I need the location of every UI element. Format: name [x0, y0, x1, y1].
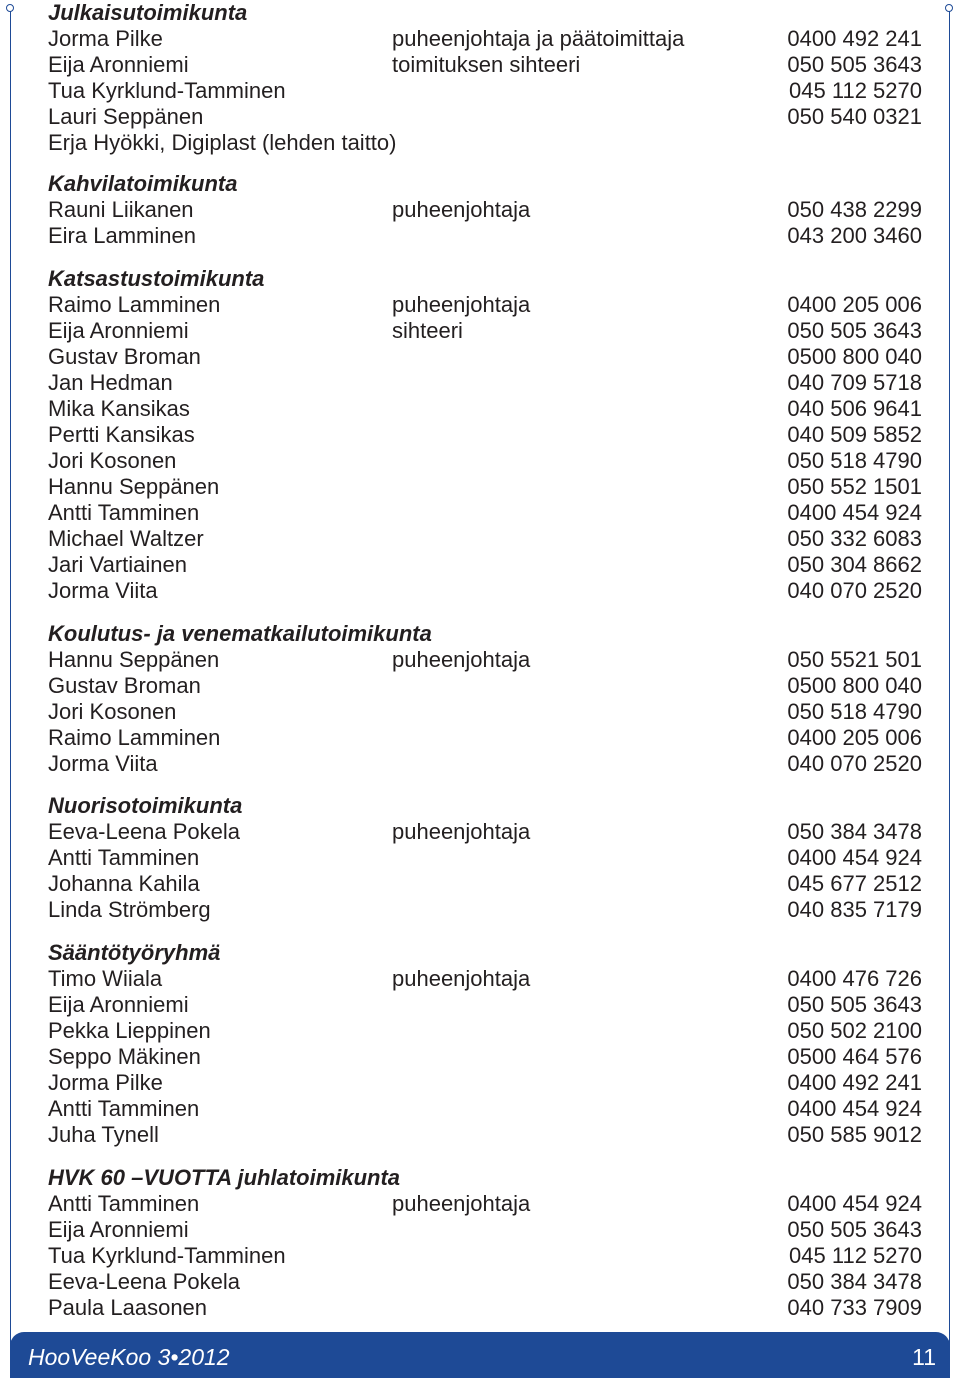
member-row — [48, 474, 922, 500]
member-name: Pertti Kansikas — [48, 422, 195, 447]
member-role: puheenjohtaja — [392, 197, 531, 222]
footer-publication: HooVeeKoo 3•2012 — [28, 1344, 230, 1370]
member-phone: 050 502 2100 — [787, 1018, 922, 1043]
member-row — [48, 673, 922, 699]
member-row — [48, 130, 922, 156]
member-row — [48, 1217, 922, 1243]
member-row — [48, 422, 922, 448]
member-row — [48, 52, 922, 78]
member-row — [48, 526, 922, 552]
member-name: Raimo Lamminen — [48, 725, 221, 750]
member-role: puheenjohtaja — [392, 819, 531, 844]
member-name: Eija Aronniemi — [48, 318, 189, 343]
member-name: Jan Hedman — [48, 370, 173, 395]
member-role: sihteeri — [392, 318, 463, 343]
member-phone: 0400 454 924 — [787, 1191, 922, 1216]
member-name: Rauni Liikanen — [48, 197, 194, 222]
member-name: Jorma Viita — [48, 578, 158, 603]
member-phone: 050 304 8662 — [787, 552, 922, 577]
member-row — [48, 1122, 922, 1148]
member-row — [48, 292, 922, 318]
member-name: Eija Aronniemi — [48, 1217, 189, 1242]
member-phone: 043 200 3460 — [787, 223, 922, 248]
frame-corner-dot-left — [6, 4, 14, 12]
member-phone: 050 505 3643 — [787, 1217, 922, 1242]
committee-heading: Katsastustoimikunta — [48, 266, 265, 291]
member-role: puheenjohtaja ja päätoimittaja — [392, 26, 685, 51]
member-name: Juha Tynell — [48, 1122, 159, 1147]
member-name: Jorma Viita — [48, 751, 158, 776]
member-name: Jori Kosonen — [48, 699, 177, 724]
member-phone: 050 540 0321 — [787, 104, 922, 129]
member-name: Seppo Mäkinen — [48, 1044, 201, 1069]
committee-heading: Koulutus- ja venematkailutoimikunta — [48, 621, 432, 646]
member-phone: 040 733 7909 — [787, 1295, 922, 1320]
member-phone: 0400 492 241 — [787, 1070, 922, 1095]
member-role: puheenjohtaja — [392, 1191, 531, 1216]
member-row — [48, 197, 922, 223]
member-row — [48, 396, 922, 422]
member-row — [48, 1243, 922, 1269]
page-frame-right-line — [949, 10, 950, 1360]
member-phone: 0500 464 576 — [787, 1044, 922, 1069]
page-frame-left-line — [10, 10, 11, 1360]
member-phone: 050 505 3643 — [787, 992, 922, 1017]
member-name: Eeva-Leena Pokela — [48, 819, 241, 844]
member-row — [48, 223, 922, 249]
member-phone: 0400 454 924 — [787, 500, 922, 525]
member-phone: 050 438 2299 — [787, 197, 922, 222]
member-name: Jari Vartiainen — [48, 552, 187, 577]
member-name: Lauri Seppänen — [48, 104, 204, 129]
member-name: Antti Tamminen — [48, 845, 200, 870]
member-row — [48, 1018, 922, 1044]
member-name: Eija Aronniemi — [48, 52, 189, 77]
member-row — [48, 966, 922, 992]
committee-heading: Julkaisutoimikunta — [48, 0, 248, 25]
member-phone: 040 509 5852 — [787, 422, 922, 447]
member-phone: 0500 800 040 — [787, 673, 922, 698]
committee-heading: Sääntötyöryhmä — [48, 940, 221, 965]
member-row — [48, 318, 922, 344]
member-name: Jorma Pilke — [48, 26, 163, 51]
member-name: Tua Kyrklund-Tamminen — [48, 1243, 286, 1268]
member-name: Gustav Broman — [48, 344, 201, 369]
member-phone: 045 677 2512 — [787, 871, 922, 896]
member-row — [48, 26, 922, 52]
member-name: Hannu Seppänen — [48, 647, 220, 672]
member-row — [48, 819, 922, 845]
member-phone: 050 585 9012 — [787, 1122, 922, 1147]
member-row — [48, 845, 922, 871]
member-role: puheenjohtaja — [392, 292, 531, 317]
member-phone: 050 518 4790 — [787, 448, 922, 473]
member-phone: 0400 205 006 — [787, 725, 922, 750]
committee-heading: HVK 60 –VUOTTA juhlatoimikunta — [48, 1165, 401, 1190]
member-phone: 0400 454 924 — [787, 845, 922, 870]
member-name: Tua Kyrklund-Tamminen — [48, 78, 286, 103]
member-name: Johanna Kahila — [48, 871, 200, 896]
member-row — [48, 500, 922, 526]
member-name: Jorma Pilke — [48, 1070, 163, 1095]
member-phone: 050 552 1501 — [787, 474, 922, 499]
member-name: Antti Tamminen — [48, 500, 200, 525]
footer-page-number: 11 — [912, 1344, 936, 1370]
member-name: Gustav Broman — [48, 673, 201, 698]
member-name: Eija Aronniemi — [48, 992, 189, 1017]
member-name: Antti Tamminen — [48, 1191, 200, 1216]
member-phone: 050 5521 501 — [787, 647, 922, 672]
member-row — [48, 344, 922, 370]
member-row — [48, 552, 922, 578]
committee-heading: Kahvilatoimikunta — [48, 171, 238, 196]
member-name: Linda Strömberg — [48, 897, 211, 922]
member-phone: 0400 476 726 — [787, 966, 922, 991]
member-row — [48, 1269, 922, 1295]
member-row — [48, 871, 922, 897]
member-row — [48, 78, 922, 104]
member-phone: 050 384 3478 — [787, 819, 922, 844]
member-row — [48, 1191, 922, 1217]
member-phone: 0400 205 006 — [787, 292, 922, 317]
member-phone: 040 709 5718 — [787, 370, 922, 395]
member-phone: 050 518 4790 — [787, 699, 922, 724]
member-name: Paula Laasonen — [48, 1295, 208, 1320]
member-phone: 040 506 9641 — [787, 396, 922, 421]
member-name: Antti Tamminen — [48, 1096, 200, 1121]
member-row — [48, 104, 922, 130]
member-name: Michael Waltzer — [48, 526, 204, 551]
member-row — [48, 751, 922, 777]
member-name: Raimo Lamminen — [48, 292, 221, 317]
member-phone: 0400 454 924 — [787, 1096, 922, 1121]
member-row — [48, 448, 922, 474]
member-role: toimituksen sihteeri — [392, 52, 581, 77]
member-name: Pekka Lieppinen — [48, 1018, 211, 1043]
member-row — [48, 897, 922, 923]
member-row — [48, 992, 922, 1018]
member-name: Timo Wiiala — [48, 966, 163, 991]
member-row — [48, 725, 922, 751]
member-phone: 040 835 7179 — [787, 897, 922, 922]
member-name: Mika Kansikas — [48, 396, 190, 421]
member-phone: 050 505 3643 — [787, 52, 922, 77]
member-phone: 040 070 2520 — [787, 578, 922, 603]
member-phone: 050 332 6083 — [787, 526, 922, 551]
member-name: Eira Lamminen — [48, 223, 196, 248]
frame-corner-dot-right — [945, 4, 953, 12]
member-row — [48, 1295, 922, 1321]
member-name: Erja Hyökki, Digiplast (lehden taitto) — [48, 130, 397, 155]
member-name: Hannu Seppänen — [48, 474, 220, 499]
member-name: Jori Kosonen — [48, 448, 177, 473]
member-name: Eeva-Leena Pokela — [48, 1269, 241, 1294]
member-row — [48, 1096, 922, 1122]
member-phone: 045 112 5270 — [789, 1243, 922, 1268]
member-phone: 040 070 2520 — [787, 751, 922, 776]
member-row — [48, 370, 922, 396]
member-row — [48, 1044, 922, 1070]
member-phone: 045 112 5270 — [789, 78, 922, 103]
member-role: puheenjohtaja — [392, 647, 531, 672]
committee-heading: Nuorisotoimikunta — [48, 793, 243, 818]
page-footer — [10, 1332, 950, 1378]
member-phone: 050 384 3478 — [787, 1269, 922, 1294]
member-phone: 0400 492 241 — [787, 26, 922, 51]
member-row — [48, 1070, 922, 1096]
member-row — [48, 647, 922, 673]
member-phone: 0500 800 040 — [787, 344, 922, 369]
member-row — [48, 578, 922, 604]
member-role: puheenjohtaja — [392, 966, 531, 991]
member-phone: 050 505 3643 — [787, 318, 922, 343]
member-row — [48, 699, 922, 725]
